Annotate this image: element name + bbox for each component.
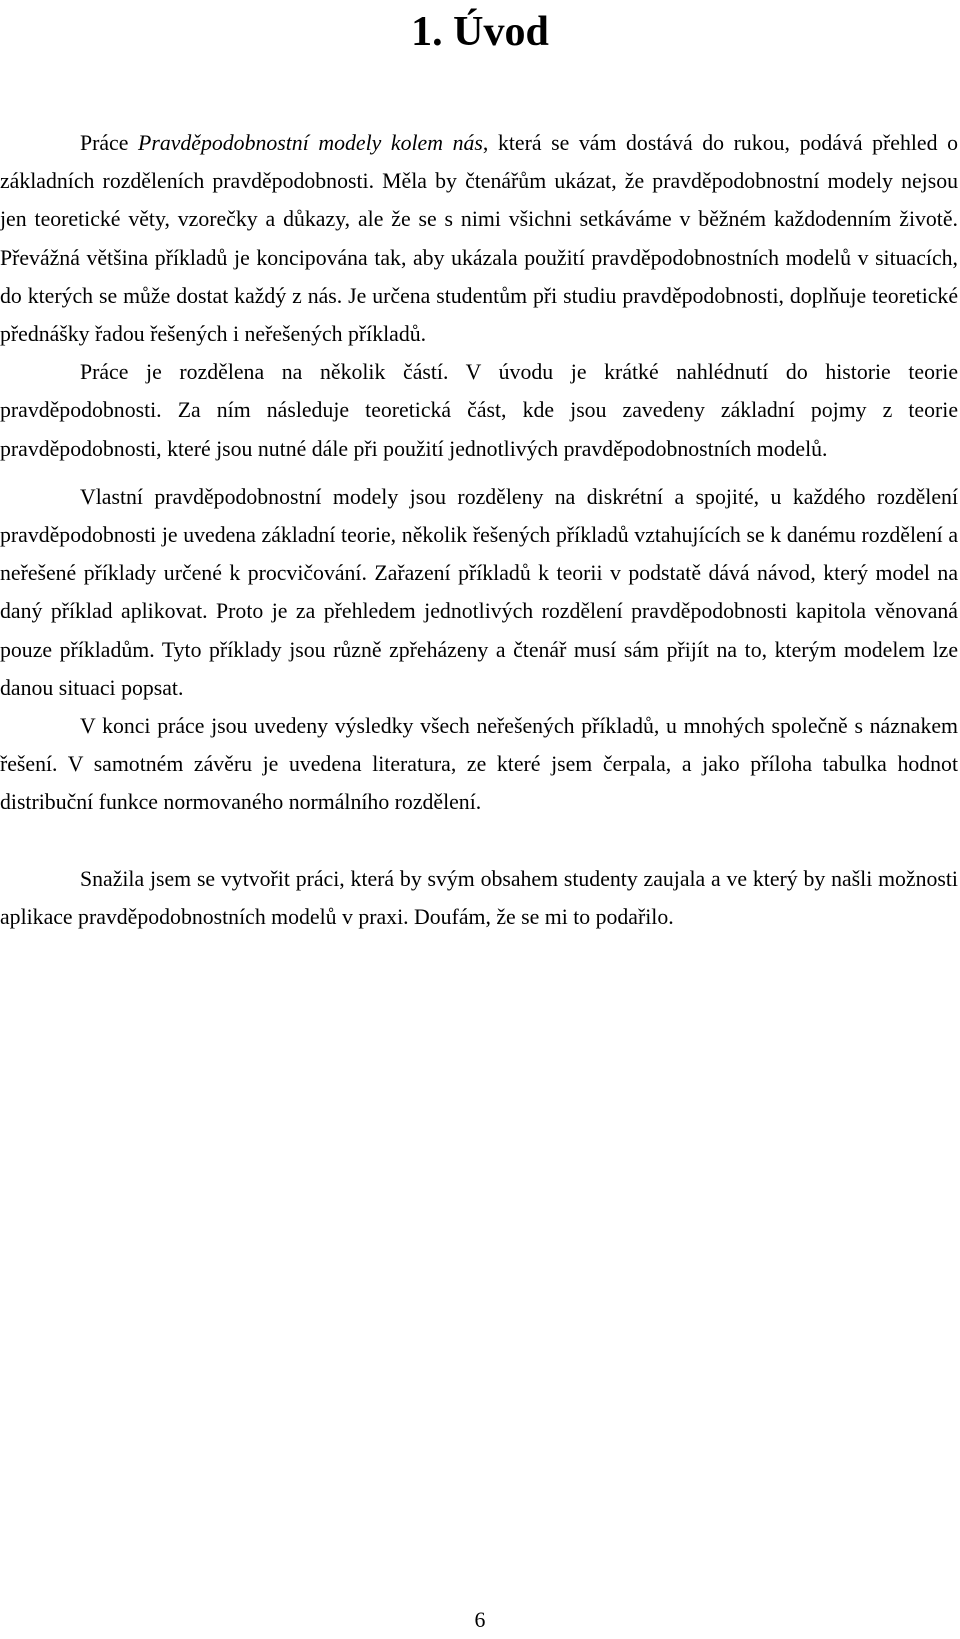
page-title: 1. Úvod — [411, 9, 549, 55]
paragraph-closing: Snažila jsem se vytvořit práci, která by svým obsahem studenty zaujala a ve který by našli možnosti aplikace pravděpodobnostních modelů v praxi. Doufám, že se mi to podařilo. — [0, 866, 958, 929]
paragraph-intro-rest: , která se vám dostává do rukou, podává přehled o základních rozděleních pravděpodobnosti. Měla by čtenářům ukázat, že pravděpodobnostní modely nejsou jen teoretické věty, vzorečky a důkazy, ale že se s nimi všichni setkáváme v běžném každodenním životě. Převážná většina příkladů je koncipována tak, aby ukázala použití pravděpodobnostních modelů v situacích, do kterých se může dostat každý z nás. Je určena studentům při studiu pravděpodobnosti, doplňuje teoretické přednášky řadou řešených i neřešených příkladů. — [0, 131, 958, 347]
paragraph-results: V konci práce jsou uvedeny výsledky všech neřešených příkladů, u mnohých společně s náznakem řešení. V samotném závěru je uvedena literatura, ze které jsem čerpala, a jako příloha tabulka hodnot distribuční funkce normovaného normálního rozdělení. — [0, 714, 958, 815]
page-number: 6 — [474, 1608, 486, 1632]
paragraph-intro-lead: Práce — [80, 131, 139, 155]
paragraph-structure: Práce je rozdělena na několik částí. V úvodu je krátké nahlédnutí do historie teorie pravděpodobnosti. Za ním následuje teoretická část, kde jsou zavedeny základní pojmy z teorie pravděpodobnosti, které jsou nutné dále při použití jednotlivých pravděpodobnostních modelů. — [0, 360, 958, 461]
document-body — [0, 124, 958, 936]
paragraph-intro — [0, 124, 958, 353]
paragraph-spacer — [0, 468, 958, 478]
work-title: Pravděpodobnostní modely kolem nás — [138, 131, 483, 155]
paragraph-models: Vlastní pravděpodobnostní modely jsou rozděleny na diskrétní a spojité, u každého rozdělení pravděpodobnosti je uvedena základní teorie, několik řešených příkladů vztahujících se k danému rozdělení a neřešené příklady určené k procvičování. Zařazení příkladů k teorii v podstatě dává návod, který model na daný příklad aplikovat. Proto je za přehledem jednotlivých rozdělení pravděpodobnosti kapitola věnovaná pouze příkladům. Tyto příklady jsou různě zpřeházeny a čtenář musí sám přijít na to, kterým modelem lze danou situaci popsat. — [0, 484, 958, 700]
paragraph-spacer — [0, 822, 958, 860]
